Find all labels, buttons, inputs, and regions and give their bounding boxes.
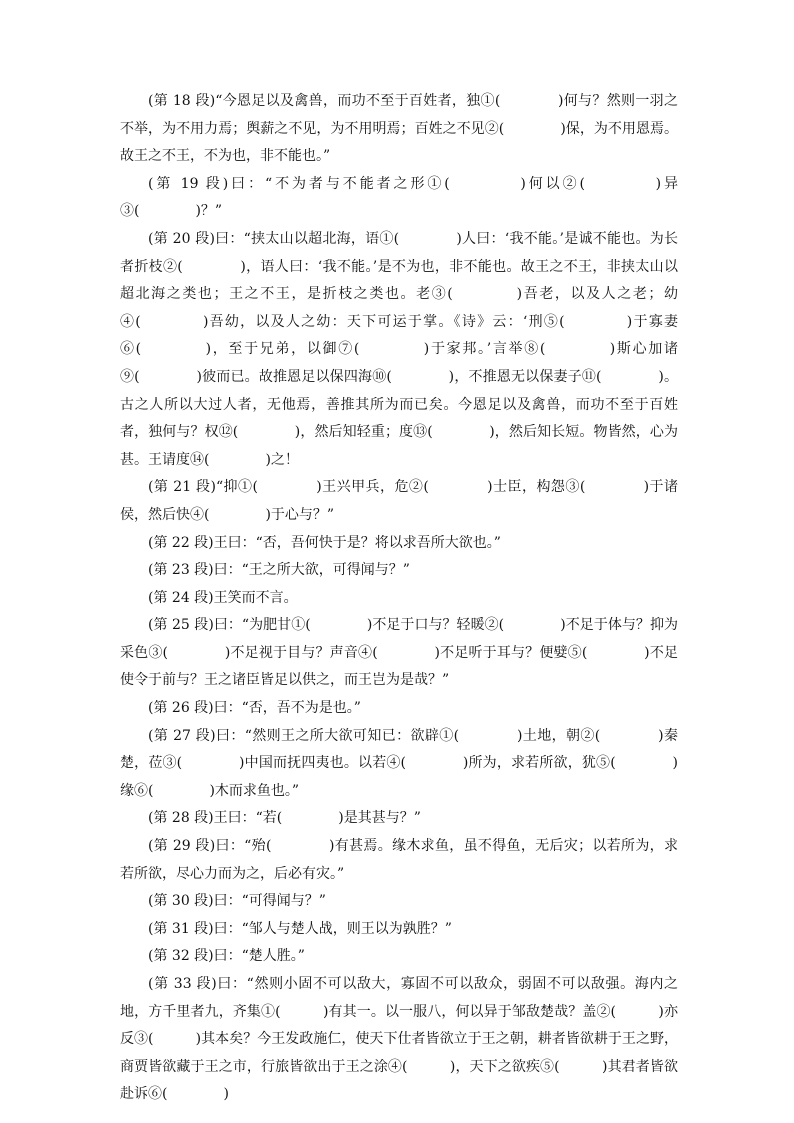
- paragraph-30: (第 30 段)曰：“可得闻与？”: [148, 893, 326, 910]
- paragraph-22: (第 22 段)王曰：“否，吾何快于是？将以求吾所大欲也。”: [148, 534, 501, 551]
- paragraph-28: (第 28 段)王曰：“若( )是其甚与？”: [148, 810, 421, 827]
- paragraph-18: (第 18 段)“今恩足以及禽兽，而功不至于百姓者，独①( )何与？然则一羽之不举，为不用力焉；舆薪之不见，为不用明焉；百姓之不见②( )保，为不用恩焉。故王之不王，不为也，非不能也。”: [120, 93, 678, 165]
- paragraph-25: (第 25 段)曰：“为肥甘①( )不足于口与？轻暖②( )不足于体与？抑为采色③( )不足视于目与？声音④( )不足听于耳与？便嬖⑤( )不足使令于前与？王之诸臣皆足以供之，而王岂为是哉？”: [120, 617, 678, 689]
- paragraph-27: (第 27 段)曰：“然则王之所大欲可知已：欲辟①( )土地，朝②( )秦楚，莅③( )中国而抚四夷也。以若④( )所为，求若所欲，犹⑤( )缘⑥( )木而求鱼也。”: [120, 727, 678, 799]
- paragraph-31: (第 31 段)曰：“邹人与楚人战，则王以为孰胜？”: [148, 920, 452, 937]
- paragraph-32: (第 32 段)曰：“楚人胜。”: [148, 948, 305, 965]
- paragraph-21: (第 21 段)“抑①( )王兴甲兵，危②( )士臣，构怨③( )于诸侯，然后快④( )于心与？”: [120, 479, 678, 523]
- paragraph-33: (第 33 段)曰：“然则小固不可以敌大，寡固不可以敌众，弱固不可以敌强。海内之地，方千里者九，齐集①( )有其一。以一服八，何以异于邹敌楚哉？盖②( )亦反③( )其本矣？今王发政施仁，使天下仕者皆欲立于王之朝，耕者皆欲耕于王之野，商贾皆欲藏于王之市，行旅皆欲出于王之涂④( )，天下之欲疾⑤( )其君者皆欲赴诉⑥( ): [120, 976, 678, 1103]
- document-body: [120, 88, 678, 1109]
- paragraph-23: (第 23 段)曰：“王之所大欲，可得闻与？”: [148, 562, 410, 579]
- paragraph-20: (第 20 段)曰：“挟太山以超北海，语①( )人曰：‘我不能。’是诚不能也。为长者折枝②( )，语人曰：‘我不能。’是不为也，非不能也。故王之不王，非挟太山以超北海之类也；王之不王，是折枝之类也。老③( )吾老，以及人之老；幼④( )吾幼，以及人之幼：天下可运于掌。《诗》云：‘刑⑤( )于寡妻⑥( )，至于兄弟，以御⑦( )于家邦。’言举⑧( )斯心加诸⑨( )彼而已。故推恩足以保四海⑩( )，不推恩无以保妻子⑪( )。古之人所以大过人者，无他焉，善推其所为而已矣。今恩足以及禽兽，而功不至于百姓者，独何与？权⑫( )，然后知轻重；度⑬( )，然后知长短。物皆然，心为甚。王请度⑭( )之！: [120, 230, 678, 468]
- paragraph-29: (第 29 段)曰：“殆( )有甚焉。缘木求鱼，虽不得鱼，无后灾；以若所为，求若所欲，尽心力而为之，后必有灾。”: [120, 838, 678, 882]
- paragraph-19: (第 19 段)曰：“不为者与不能者之形①( )何以②( )异③( )？”: [120, 175, 678, 220]
- paragraph-26: (第 26 段)曰：“否，吾不为是也。”: [148, 700, 361, 717]
- paragraph-24: (第 24 段)王笑而不言。: [148, 589, 298, 606]
